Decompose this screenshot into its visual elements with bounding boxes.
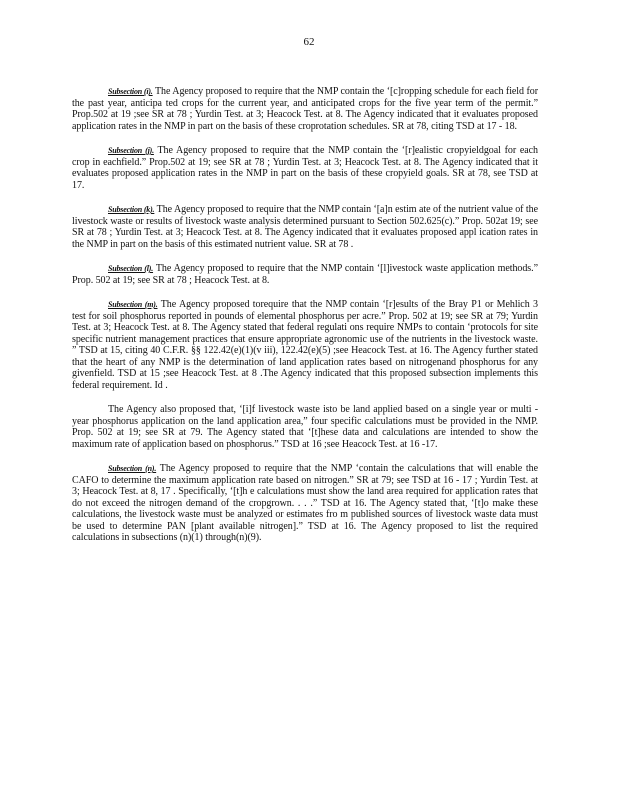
paragraph-text: The Agency proposed to require that the NMP contain ‘[l]ivestock waste application methods.” Prop. 502 at 19; see SR at 78 ; Heacock Test. at 8. — [72, 263, 538, 286]
document-body — [72, 86, 538, 557]
subsection-heading: Subsection (i). — [108, 87, 153, 96]
paragraph-text: The Agency also proposed that, ‘[i]f livestock waste isto be land applied based on a single year or multi -year phosphorus application on the land application area,” four specific calculations must be provided in the NMP. Prop. 502 at 19; see SR at 79. The Agency stated that ‘[t]hese data and calculations are intended to show the maximum rate of application based on phosphorus.” TSD at 16 ;see Heacock Test. at 16 -17. — [72, 404, 538, 450]
subsection-heading: Subsection (m). — [108, 300, 158, 309]
paragraph-text: The Agency proposed torequire that the NMP contain ‘[r]esults of the Bray P1 or Mehlich 3 test for soil phosphorus reported in pounds of elemental phosphorus per acre.” Prop. 502 at 19; see SR at 79; Yurdin Test. at 3; Heacock Test. at 8. The Agency stated that federal regulati ons require NMPs to contain ‘protocols for site specific nutrient management practices that ensure appropriate agronomic use of the nutrients in the livestock waste. ” TSD at 15, citing 40 C.F.R. §§ 122.42(e)(1)(v iii), 122.42(e)(5) ;see Heacock Test. at 16. The Agency further stated that the heart of any NMP is the determination of land application rates based on nitrogenand phosphorus for any givenfield. TSD at 15 ;see Heacock Test. at 8 .The Agency indicated that this proposed subsection implements this federal requirement. Id . — [72, 299, 538, 391]
paragraph-subsection-n — [72, 463, 538, 544]
paragraph-text: The Agency proposed to require that the NMP ‘contain the calculations that will enable the CAFO to determine the maximum application rate based on nitrogen.” SR at 79; see TSD at 16 - 17 ; Yurdin Test. at 3; Heacock Test. at 8, 17 . Specifically, ‘[t]h e calculations must show the land area required for application rates that do not exceed the nitrogen demand of the cropgrown. . . .” TSD at 16. The Agency stated that, ‘[t]o make these calculations, the livestock waste must be analyzed or estimates fro m published sources of livestock waste data must be used to determine PAN [plant available nitrogen].” TSD at 16. The Agency proposed to list the required calculations in subsections (n)(1) through(n)(9). — [72, 463, 539, 543]
paragraph-text: The Agency proposed to require that the NMP contain the ‘[r]ealistic cropyieldgoal for each crop in eachfield.” Prop.502 at 19; see SR at 78 ; Yurdin Test. at 3; Heacock Test. at 8. The Agency indicated that it evaluates proposed application rates in the NMP in part on the basis of these cropyield goals. SR at 78, see TSD at 17. — [72, 145, 538, 191]
paragraph-subsection-i — [72, 86, 538, 132]
paragraph-text: The Agency proposed to require that the NMP contain the ‘[c]ropping schedule for each field for the past year, anticipa ted crops for the current year, and anticipated crops for the five year term of the permit.” Prop.502 at 19 ;see SR at 78 ; Yurdin Test. at 3; Heacock Test. at 8. The Agency indicated that it evaluates proposed application rates in the NMP in part on the basis of these croprotation schedules. SR at 78, citing TSD at 17 - 18. — [72, 86, 539, 132]
paragraph-subsection-l — [72, 263, 538, 286]
subsection-heading: Subsection (l). — [108, 264, 154, 273]
paragraph-subsection-j — [72, 145, 538, 191]
page-number: 62 — [303, 36, 315, 48]
paragraph-subsection-m — [72, 299, 538, 391]
paragraph-subsection-k — [72, 204, 538, 250]
subsection-heading: Subsection (n). — [108, 464, 157, 473]
paragraph-text: The Agency proposed to require that the NMP contain ‘[a]n estim ate of the nutrient value of the livestock waste or results of livestock waste analysis determined pursuant to Section 502.625(c).” Prop. 502at 19; see SR at 78 ; Yurdin Test. at 3; Heacock Test. at 8. The Agency indicated that it evaluates proposed appl ication rates in the NMP in part on the basis of this estimated nutrient value. SR at 78 . — [72, 204, 538, 250]
subsection-heading: Subsection (k). — [108, 205, 155, 214]
subsection-heading: Subsection (j). — [108, 146, 154, 155]
paragraph-phosphorus-calculations — [72, 404, 538, 450]
